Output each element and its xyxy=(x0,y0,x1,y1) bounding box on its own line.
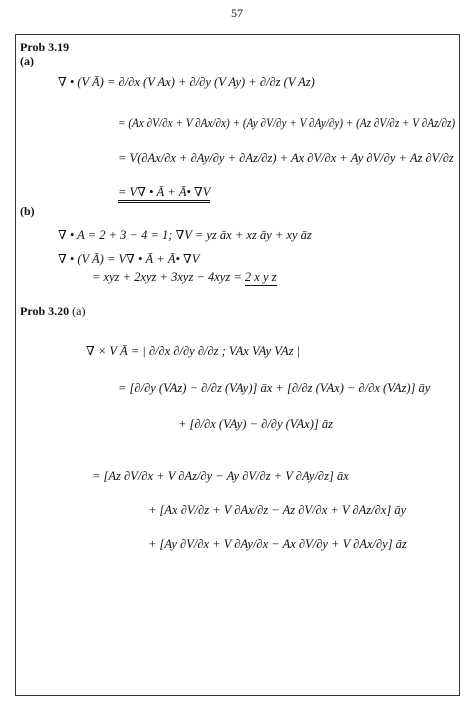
equation-b-answer: 2 x y z xyxy=(244,270,277,284)
problem-heading-3-19: Prob 3.19 xyxy=(20,40,70,54)
equation-a-result-text: = V∇ • Ā + Ā• ∇V xyxy=(118,185,210,203)
equation-b-line2: ∇ • (V Ā) = V∇ • Ā + Ā• ∇V xyxy=(58,252,200,266)
expanded-line2: + [Ax ∂V/∂z + V ∂Ax/∂z − Az ∂V/∂x + V ∂Az/∂x] āy xyxy=(148,503,407,517)
curl-line3: + [∂/∂x (VAy) − ∂/∂y (VAx)] āz xyxy=(178,417,333,431)
equation-b-line3 xyxy=(92,271,277,284)
expanded-line1: = [Az ∂V/∂x + V ∂Az/∂y − Ay ∂V/∂z + V ∂Ay/∂z] āx xyxy=(92,469,349,483)
equation-b-line1: ∇ • A = 2 + 3 − 4 = 1; ∇V = yz āx + xz āy + xy āz xyxy=(58,228,312,242)
page-number: 57 xyxy=(231,6,243,20)
equation-a-line2: = (Ax ∂V/∂x + V ∂Ax/∂x) + (Ay ∂V/∂y + V ∂Ay/∂y) + (Az ∂V/∂z + V ∂Az/∂z) xyxy=(118,116,456,130)
part-a-label: (a) xyxy=(20,54,34,68)
curl-line1: ∇ × V Ā = | ∂/∂x ∂/∂y ∂/∂z ; VAx VAy VAz | xyxy=(86,344,301,358)
equation-a-line3: = V(∂Ax/∂x + ∂Ay/∂y + ∂Az/∂z) + Ax ∂V/∂x + Ay ∂V/∂y + Az ∂V/∂z xyxy=(118,151,454,165)
equation-a-result xyxy=(118,186,210,199)
solution-frame xyxy=(15,34,460,696)
curl-line2: = [∂/∂y (VAz) − ∂/∂z (VAy)] āx + [∂/∂z (VAx) − ∂/∂x (VAz)] āy xyxy=(118,381,431,395)
part-a-label-3-20: (a) xyxy=(72,304,86,318)
problem-heading-3-20 xyxy=(20,304,85,319)
expanded-line3: + [Ay ∂V/∂x + V ∂Ay/∂x − Ax ∂V/∂y + V ∂Ax/∂y] āz xyxy=(148,537,407,551)
part-b-label: (b) xyxy=(20,204,35,218)
problem-heading-3-20-text: Prob 3.20 xyxy=(20,304,70,318)
equation-a-line1: ∇ • (V Ā) = ∂/∂x (V Ax) + ∂/∂y (V Ay) + ∂/∂z (V Az) xyxy=(58,75,315,89)
equation-b-line3-lhs: = xyz + 2xyz + 3xyz − 4xyz = xyxy=(92,270,242,284)
